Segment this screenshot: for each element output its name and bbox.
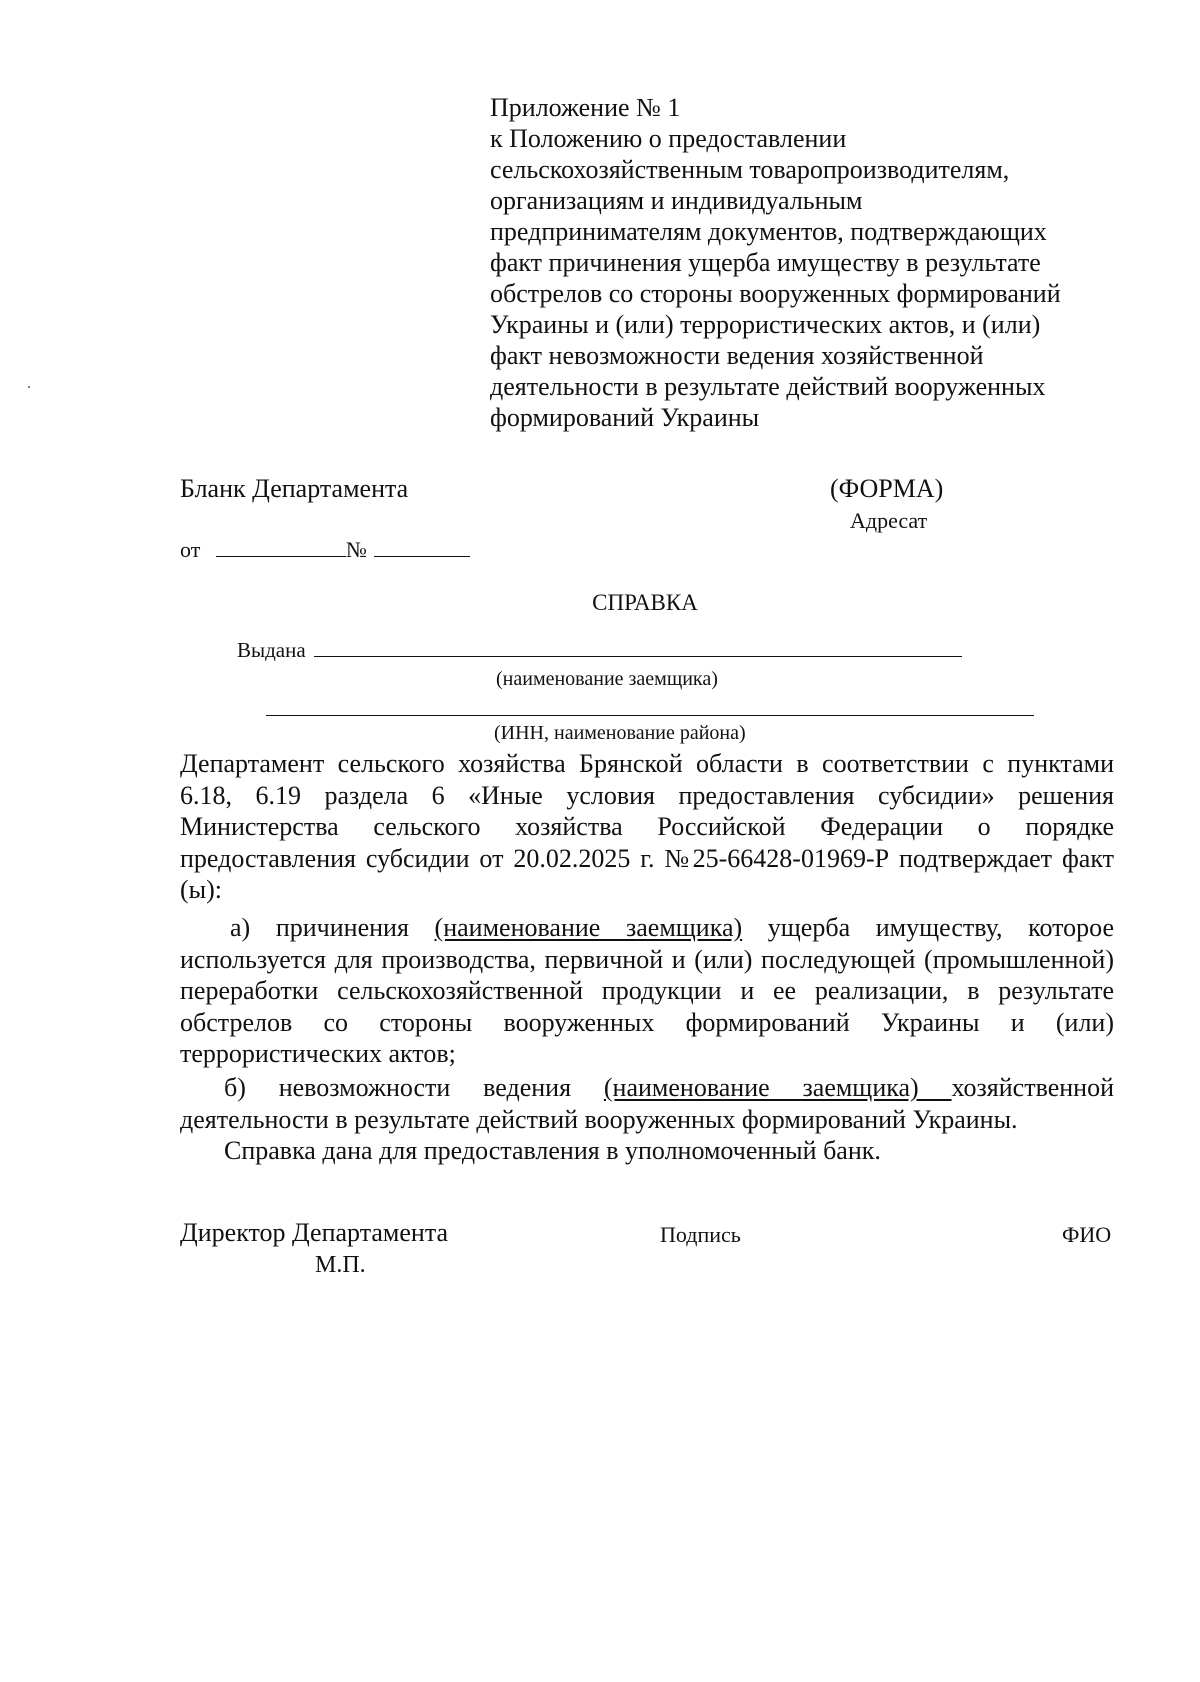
item-b-paragraph bbox=[180, 1072, 1114, 1135]
addressee-label: Адресат bbox=[850, 508, 928, 533]
appendix-line: формирований Украины bbox=[490, 403, 760, 432]
item-b-borrower-placeholder: (наименование заемщика) bbox=[603, 1073, 952, 1102]
inn-caption: (ИНН, наименование района) bbox=[494, 722, 746, 744]
item-a-suffix: ущерба имуществу, которое используется для производства, первичной и (или) последующей (промышленной) переработки сельскохозяйственной продукции и ее реализации, в результате обстрелов со стороны вооруженных формирований Украины и (или) террористических актов; bbox=[180, 913, 1114, 1068]
appendix-line: предпринимателям документов, подтверждающих bbox=[490, 217, 1047, 246]
appendix-line: деятельности в результате действий вооруженных bbox=[490, 372, 1046, 401]
document-title: СПРАВКА bbox=[592, 590, 698, 615]
borrower-caption: (наименование заемщика) bbox=[496, 668, 718, 690]
item-a-prefix: а) причинения bbox=[230, 913, 435, 942]
date-blank bbox=[216, 536, 346, 557]
director-label: Директор Департамента bbox=[180, 1218, 449, 1247]
appendix-line: факт причинения ущерба имуществу в результате bbox=[490, 248, 1041, 277]
item-b-suffix: хозяйственной деятельности в результате действий вооруженных формирований Украины. bbox=[180, 1073, 1114, 1134]
scan-speck bbox=[28, 386, 30, 388]
stamp-label: М.П. bbox=[315, 1252, 366, 1278]
inn-blank-line bbox=[266, 715, 1034, 716]
date-number-line bbox=[180, 536, 470, 563]
appendix-line: к Положению о предоставлении bbox=[490, 124, 847, 153]
item-a-paragraph bbox=[180, 912, 1114, 1070]
number-label: № bbox=[345, 537, 367, 562]
appendix-line: сельскохозяйственным товаропроизводителям, bbox=[490, 155, 1010, 184]
borrower-blank bbox=[314, 638, 962, 657]
issued-line bbox=[237, 638, 962, 663]
item-a-borrower-placeholder: (наименование заемщика) bbox=[434, 913, 743, 942]
appendix-line: обстрелов со стороны вооруженных формирований bbox=[490, 279, 1061, 308]
fio-label: ФИО bbox=[1062, 1222, 1112, 1247]
appendix-line: Приложение № 1 bbox=[490, 93, 681, 122]
signature-label: Подпись bbox=[660, 1222, 741, 1247]
main-paragraph: Департамент сельского хозяйства Брянской области в соответствии с пунктами 6.18, 6.19 раздела 6 «Иные условия предоставления субсидии» решения Министерства сельского хозяйства Российской Федерации о порядке предоставления субсидии от 20.02.2025 г. №25-66428-01969-Р подтверждает факт (ы): bbox=[180, 749, 1114, 904]
form-label: (ФОРМА) bbox=[830, 474, 944, 503]
closing-paragraph: Справка дана для предоставления в уполномоченный банк. bbox=[224, 1136, 881, 1165]
appendix-header bbox=[490, 92, 1130, 433]
appendix-line: Украины и (или) террористических актов, и (или) bbox=[490, 310, 1041, 339]
appendix-line: факт невозможности ведения хозяйственной bbox=[490, 341, 984, 370]
from-label: от bbox=[180, 537, 201, 562]
department-letterhead-label: Бланк Департамента bbox=[180, 474, 409, 503]
number-blank bbox=[374, 536, 470, 557]
appendix-line: организациям и индивидуальным bbox=[490, 186, 863, 215]
issued-label: Выдана bbox=[237, 638, 306, 662]
item-b-prefix: б) невозможности ведения bbox=[224, 1073, 604, 1102]
